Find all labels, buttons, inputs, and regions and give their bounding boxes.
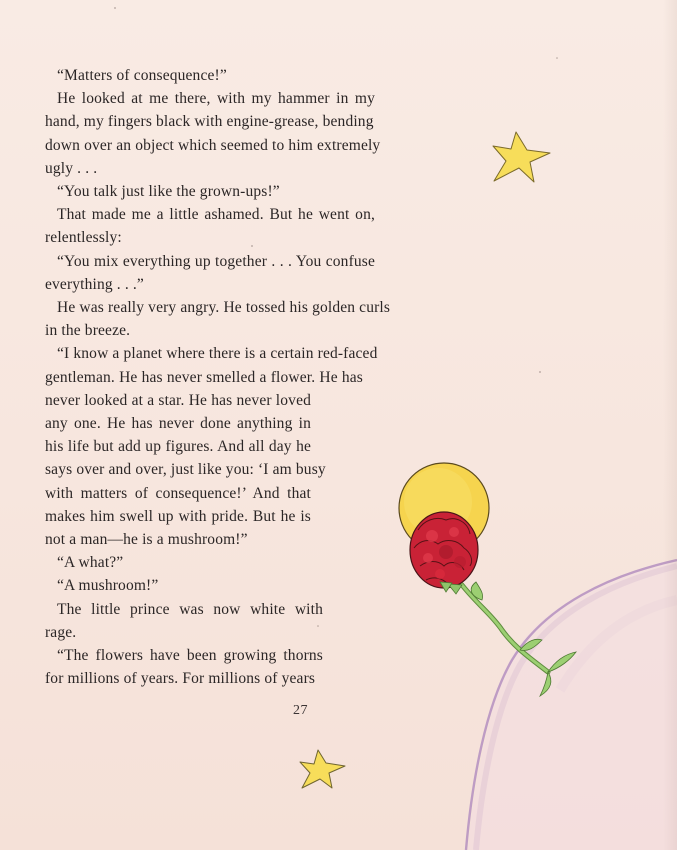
paragraph	[33, 574, 363, 597]
text-line: never looked at a star. He has never loved	[45, 391, 311, 409]
text-line: with matters of consequence!’ And that	[45, 484, 311, 502]
sun-icon	[399, 463, 489, 553]
text-line: “Matters of consequence!”	[57, 67, 227, 84]
text-line: He was really very angry. He tossed his golden curls	[57, 299, 391, 317]
text-line: “You mix everything up together . . . You confuse	[57, 252, 375, 270]
text-line: “A mushroom!”	[57, 577, 159, 595]
text-line: makes him swell up with pride. But he is	[45, 507, 311, 525]
paragraph	[33, 598, 363, 644]
story-text	[33, 64, 391, 690]
text-line: That made me a little ashamed. But he went on,	[57, 206, 375, 224]
text-line: any one. He has never done anything in	[45, 415, 311, 433]
text-line: his life but add up figures. And all day he	[45, 438, 311, 456]
text-line: for millions of years. For millions of years	[45, 670, 316, 688]
paragraph	[33, 64, 363, 87]
text-line: “The flowers have been growing thorns	[57, 647, 323, 665]
text-line: He looked at me there, with my hammer in my	[57, 90, 375, 108]
paragraph	[33, 203, 375, 249]
text-line: The little prince was now white with	[57, 600, 323, 618]
text-line: “You talk just like the grown-ups!”	[57, 183, 280, 201]
paragraph	[33, 296, 391, 342]
page-number: 27	[293, 703, 308, 718]
text-line: relentlessly:	[45, 229, 122, 247]
paragraph	[33, 87, 381, 180]
text-line: everything . . .”	[45, 275, 144, 293]
paragraph	[33, 342, 378, 551]
text-line: ugly . . .	[45, 159, 98, 177]
flower-icon	[410, 512, 576, 696]
star-icon	[493, 132, 550, 182]
paragraph	[33, 250, 375, 296]
paragraph	[33, 551, 363, 574]
text-line: hand, my fingers black with engine-grease, bending	[45, 113, 374, 131]
text-line: not a man—he is a mushroom!”	[45, 531, 248, 549]
text-line: rage.	[45, 623, 77, 641]
text-line: “A what?”	[57, 554, 124, 572]
planet-icon	[466, 560, 677, 850]
text-line: says over and over, just like you: ‘I am busy	[45, 461, 326, 479]
text-line: down over an object which seemed to him extremely	[45, 136, 381, 154]
paragraph	[33, 644, 363, 690]
star-icon	[300, 750, 345, 788]
text-line: in the breeze.	[45, 322, 131, 340]
paragraph	[33, 180, 363, 203]
text-line: “I know a planet where there is a certain red-faced	[57, 345, 378, 363]
text-line: gentleman. He has never smelled a flower. He has	[45, 368, 363, 386]
page-edge-shadow	[663, 0, 677, 850]
